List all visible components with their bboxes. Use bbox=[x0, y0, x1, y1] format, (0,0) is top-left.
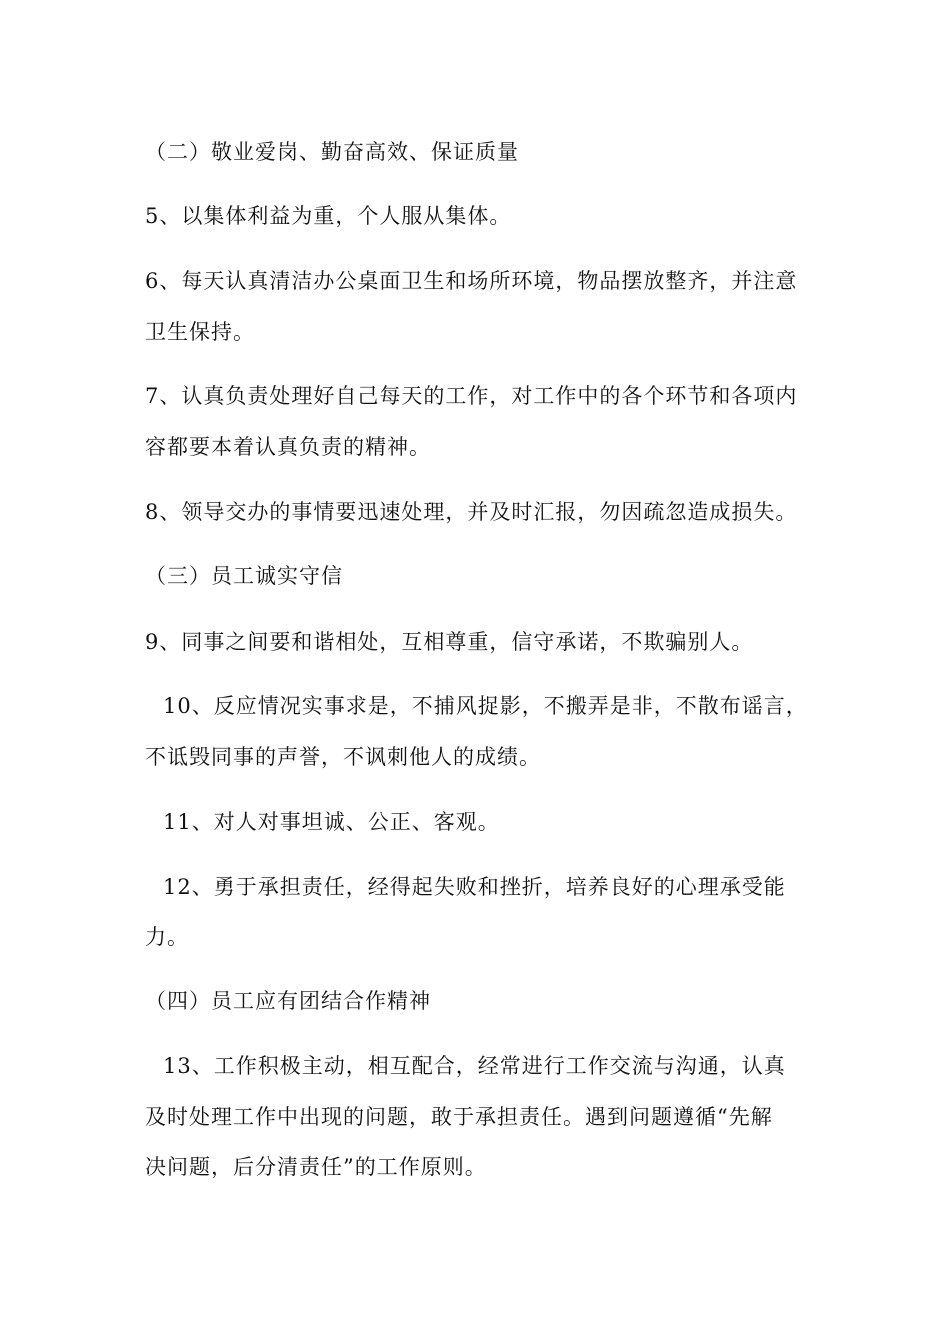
paragraph-line: 不诋毁同事的声誉，不讽刺他人的成绩。 bbox=[145, 745, 541, 769]
paragraph-line: 力。 bbox=[145, 925, 189, 949]
paragraph-line: 6、每天认真清洁办公桌面卫生和场所环境，物品摆放整齐，并注意 bbox=[145, 269, 798, 293]
paragraph-line: 10、反应情况实事求是，不捕风捉影，不搬弄是非，不散布谣言， bbox=[163, 694, 808, 718]
section-heading: （三）员工诚实守信 bbox=[145, 564, 343, 588]
paragraph-line: 容都要本着认真负责的精神。 bbox=[145, 435, 431, 459]
paragraph-line: 11、对人对事坦诚、公正、客观。 bbox=[163, 810, 500, 834]
paragraph-line: 12、勇于承担责任，经得起失败和挫折，培养良好的心理承受能 bbox=[163, 875, 786, 899]
paragraph-line: 9、同事之间要和谐相处，互相尊重，信守承诺，不欺骗别人。 bbox=[145, 630, 754, 654]
paragraph-line: 7、认真负责处理好自己每天的工作，对工作中的各个环节和各项内 bbox=[145, 384, 798, 408]
section-heading: （四）员工应有团结合作精神 bbox=[145, 989, 431, 1013]
paragraph-line: 5、以集体利益为重，个人服从集体。 bbox=[145, 204, 512, 228]
paragraph-line: 8、领导交办的事情要迅速处理，并及时汇报，勿因疏忽造成损失。 bbox=[145, 500, 798, 524]
paragraph-line: 及时处理工作中出现的问题，敢于承担责任。遇到问题遵循“先解 bbox=[145, 1105, 773, 1129]
paragraph-line: 卫生保持。 bbox=[145, 320, 255, 344]
paragraph-line: 13、工作积极主动，相互配合，经常进行工作交流与沟通，认真 bbox=[163, 1054, 786, 1078]
paragraph-line: 决问题，后分清责任”的工作原则。 bbox=[145, 1155, 487, 1179]
section-heading: （二）敬业爱岗、勤奋高效、保证质量 bbox=[145, 140, 519, 164]
